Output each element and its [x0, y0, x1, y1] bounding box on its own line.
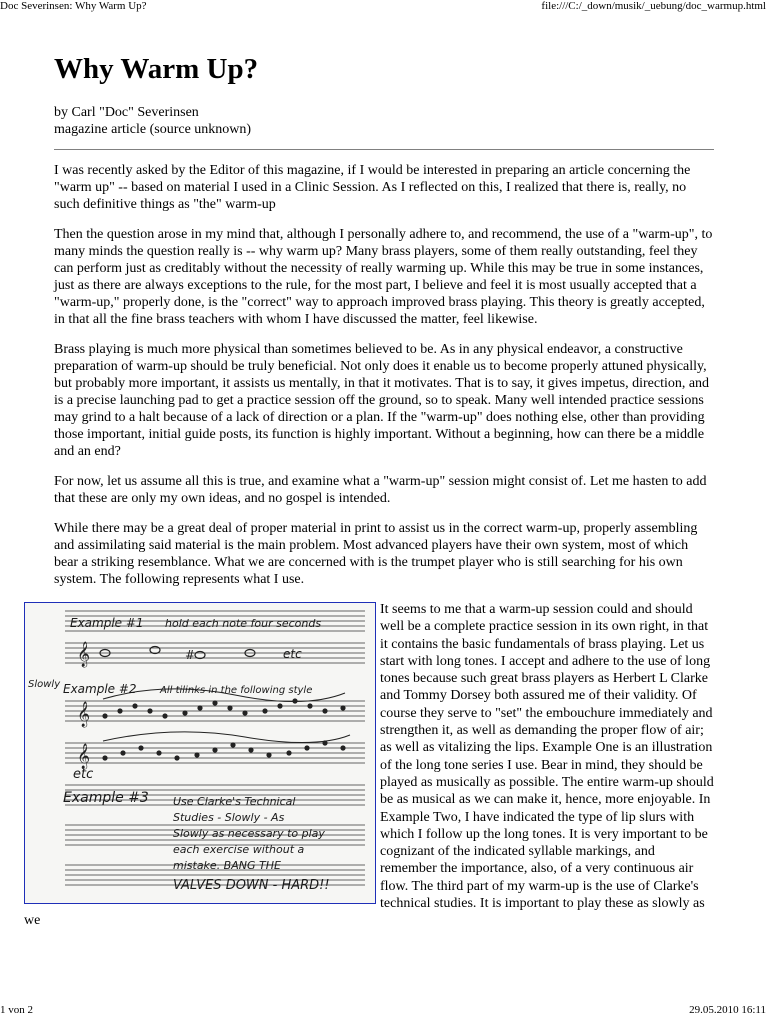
- byline: [54, 104, 714, 138]
- paragraph-6: It seems to me that a warm-up session could and should well be a complete practice session in its own right, in that it contains the basic fundamentals of brass playing. Let us start with long tones. I accept and adhere to the use of long tones because such great brass players as Herbert L Clarke and Tommy Dorsey both assured me of their validity. Of course they serve to "set" the embouchure immediately and strengthen it, as well as demanding the proper flow of air; as well as vitalizing the lips. Example One is an illustration of the long tone series I use. Bear in mind, they should be played as musically as possible. The entire warm-up should be as musical as we can make it, hence, more enjoyable. In Example Two, I have indicated the type of lip slurs with which I follow up the long tones. It is very important to be cognizant of the indicated syllable markings, and remember the importance, also, of a very continuous air flow. The third part of my warm-up is the use of Clarke's technical studies. It is important to play these as slowly as we: [24, 602, 714, 929]
- ex3-line-1: Use Clarke's Technical: [173, 795, 296, 808]
- paragraph-5: While there may be a great deal of proper material in print to assist us in the correct warm-up, properly assembling and assimilating said material is the main problem. Most advanced players have their own system, most of which bear a striking resemblance. What we are concerned with is the trumpet player who is still searching for his own system. The following represents what I use.: [54, 521, 698, 587]
- paragraph-2: Then the question arose in my mind that, although I personally adhere to, and recommend, the use of a "warm-up", to many minds the question really is -- why warm up? Many brass players, some of them really outstanding, feel they can perform just as creditably without the necessity of really warming up. While this may be true in some instances, just as there are always exceptions to the rule, for the most part, I believe and feel it is most usually accepted that a "warm-up," properly done, is the "correct" way to approach improved brass playing. This theory is greatly accepted, in that all the fine brass teachers with whom I have discussed the matter, feel likewise.: [54, 227, 713, 327]
- ex1-label: Example #1: [70, 616, 144, 630]
- print-header-title: Doc Severinsen: Why Warm Up?: [0, 0, 147, 12]
- ex2-note: All tilinks in the following style: [160, 685, 313, 696]
- sharp-icon: #: [185, 648, 196, 662]
- ex3-line-2: Studies - Slowly - As: [173, 811, 285, 824]
- source-line: magazine article (source unknown): [54, 122, 252, 137]
- article: [24, 52, 714, 930]
- ex3-line-5: mistake. BANG THE: [173, 859, 281, 872]
- treble-clef-icon: 𝄞: [77, 702, 91, 727]
- ex2-label: Example #2: [63, 682, 137, 696]
- print-header: [0, 0, 768, 14]
- figure-and-text: [24, 601, 714, 930]
- treble-clef-icon: 𝄞: [77, 744, 91, 769]
- music-example-image: [24, 602, 376, 904]
- print-footer: [0, 1004, 768, 1018]
- page-title: Why Warm Up?: [54, 53, 259, 85]
- ex2-etc: etc: [73, 767, 94, 782]
- author-line: by Carl "Doc" Severinsen: [54, 105, 199, 120]
- ex1-note: hold each note four seconds: [165, 617, 322, 630]
- print-header-url: file:///C:/_down/musik/_uebung/doc_warmup.html: [541, 0, 766, 12]
- page-number: 1 von 2: [0, 1004, 33, 1016]
- article-body: [24, 162, 714, 930]
- ex1-etc: etc: [283, 647, 302, 661]
- handwritten-sheet-music: [25, 603, 375, 903]
- title-divider: [54, 149, 714, 150]
- ex3-line-4: each exercise without a: [173, 843, 305, 856]
- ex3-label: Example #3: [63, 790, 149, 806]
- slowly-label: Slowly: [28, 679, 61, 690]
- paragraph-4: For now, let us assume all this is true, and examine what a "warm-up" session might consist of. Let me hasten to add that these are only my own ideas, and no gospel is intended.: [54, 474, 707, 506]
- ex3-line-3: Slowly as necessary to play: [173, 827, 325, 840]
- ex3-line-6: VALVES DOWN - HARD!!: [173, 878, 330, 893]
- paragraph-1: I was recently asked by the Editor of this magazine, if I would be interested in preparing an article concerning the "warm up" -- based on material I used in a Clinic Session. As I reflected on this, I realized that there is, really, no such definitive things as "the" warm-up: [54, 163, 691, 212]
- paragraph-3: Brass playing is much more physical than sometimes believed to be. As in any physical endeavor, a constructive preparation of warm-up should be truly beneficial. Not only does it enable us to become properly attuned physically, but probably more important, it assists us mentally, in that it motivates. That is to say, it gives impetus, direction, and is a precise launching pad to get a practice session off the ground, so to speak. Many well intended practice sessions may grind to a halt because of a lack of direction or a plan. If the "warm-up" does nothing else, other than providing those important, initial guide posts, its function is highly important. Without a beginning, how can there be a middle and an end?: [54, 342, 710, 459]
- print-timestamp: 29.05.2010 16:11: [689, 1004, 766, 1016]
- treble-clef-icon: 𝄞: [77, 642, 91, 667]
